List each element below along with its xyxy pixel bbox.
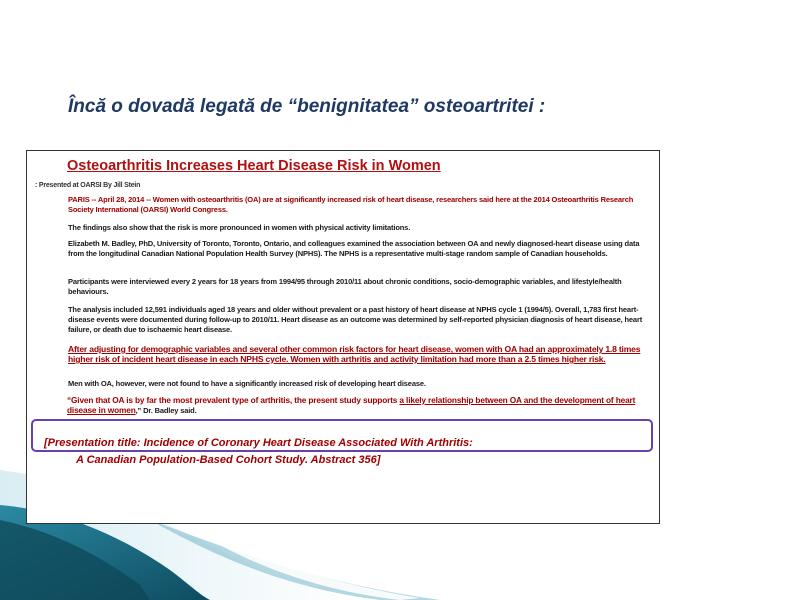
presentation-title-line-1: [Presentation title: Incidence of Coronary Heart Disease Associated With Arthritis: [44,437,473,449]
article-paragraph-5: The analysis included 12,591 individuals aged 18 years and older without prevalent or a past history of heart disease at NPHS cycle 1 (1994/5). Overall, 1,783 first heart-disease events were documented during follow-up to 2010/11. Heart disease as an outcome was determined by self-reported physician diagnosis of heart disease, heart failure, or death due to ischaemic heart disease. [68,305,643,334]
slide-title: Încă o dovadă legată de “benignitatea” osteoartritei : [68,96,546,117]
article-title: Osteoarthritis Increases Heart Disease Risk in Women [67,158,441,174]
article-paragraph-3: Elizabeth M. Badley, PhD, University of Toronto, Toronto, Ontario, and colleagues examined the association between OA and newly diagnosed-heart disease using data from the longitudinal Canadian National Population Health Survey (NPHS). The NPHS is a representative multi-stage random sample of Canadian households. [68,239,640,258]
article-paragraph-6-highlight: After adjusting for demographic variables and several other common risk factors for heart disease, women with OA had an approximately 1.8 times higher risk of incident heart disease in each NPHS cycle. Women with arthritis and activity limitation had more than a 2.5 times higher risk. [68,344,641,364]
highlight-box [31,419,653,452]
article-paragraph-7: Men with OA, however, were not found to have a significantly increased risk of developing heart disease. [68,379,426,388]
article-paragraph-2: The findings also show that the risk is more pronounced in women with physical activity limitations. [68,223,411,232]
quote-part-1: “Given that OA is by far the most prevalent type of arthritis, the present study supports [67,395,400,405]
quote-part-2-underlined: a likely relationship between OA and the development of heart disease in women [67,395,636,415]
article-paragraph-1: PARIS -- April 28, 2014 -- Women with osteoarthritis (OA) are at significantly increased risk of heart disease, researchers said here at the 2014 Osteoarthritis Research Society International (OARSI) World Congress. [68,195,634,214]
quote-part-3: ,” Dr. Badley said. [135,406,197,415]
article-screenshot-panel [26,150,660,524]
article-byline: : Presented at OARSI By Jill Stein [35,182,141,189]
article-paragraph-4: Participants were interviewed every 2 years for 18 years from 1994/95 through 2010/11 about chronic conditions, socio-demographic variables, and lifestyle/health behaviours. [68,277,622,296]
presentation-title-line-2: A Canadian Population-Based Cohort Study. Abstract 356] [76,454,381,466]
article-quote [67,395,647,416]
